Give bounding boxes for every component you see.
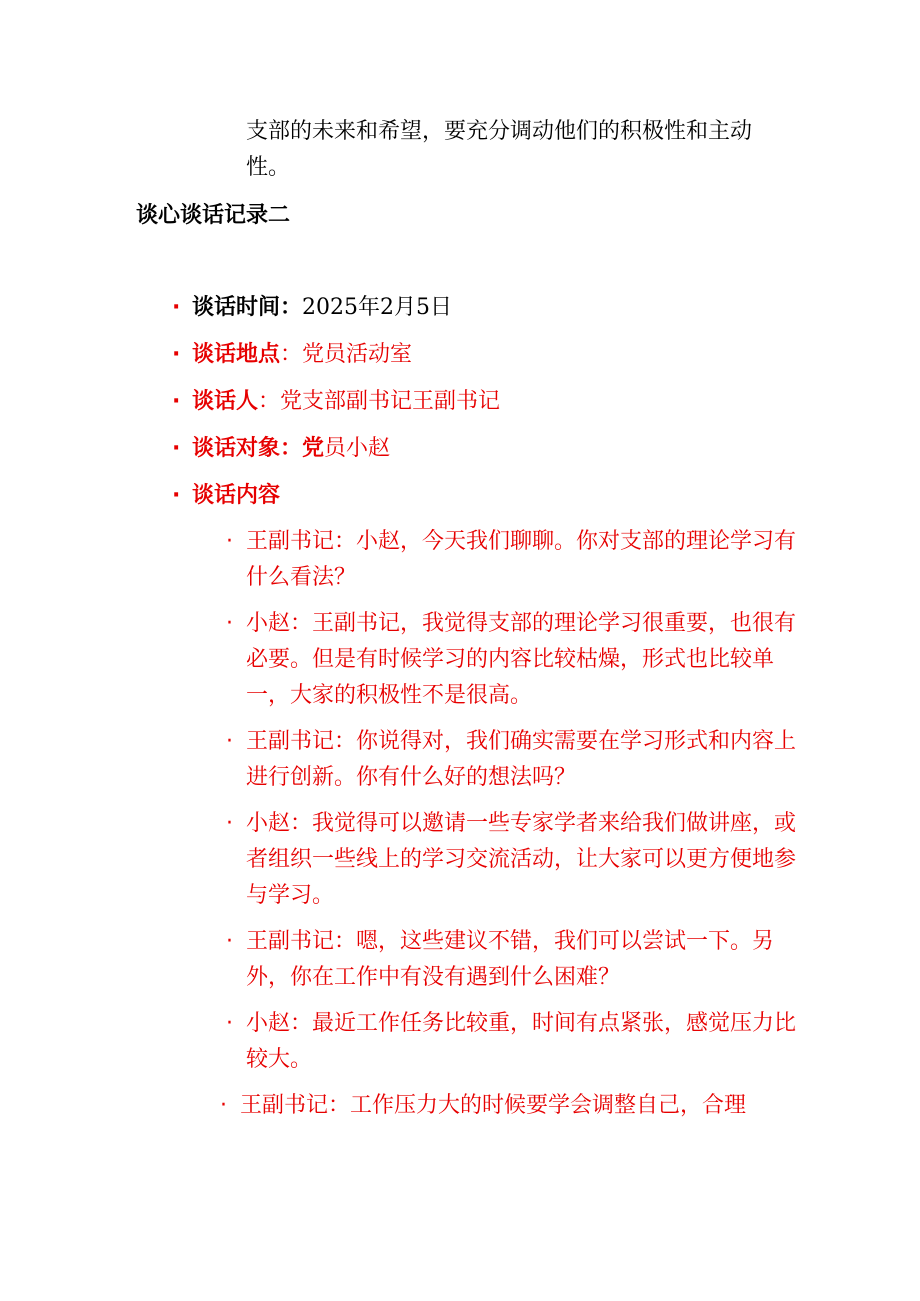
info-item-time — [168, 290, 500, 337]
dialog-text: 王副书记：小赵，今天我们聊聊。你对支部的理论学习有什么看法？ — [246, 529, 797, 590]
bullet-icon: · — [226, 1011, 233, 1036]
info-label-speaker: 谈话人 — [192, 389, 259, 414]
info-item-content — [168, 478, 500, 525]
dialog-item — [222, 524, 802, 596]
info-item-location — [168, 337, 500, 384]
dialog-text: 小赵：王副书记，我觉得支部的理论学习很重要，也很有必要。但是有时候学习的内容比较枯燥，形式也比较单一，大家的积极性不是很高。 — [246, 611, 797, 708]
info-label-target: 谈话对象：党 — [192, 436, 325, 461]
dialog-item — [222, 606, 802, 714]
dialog-item — [216, 1088, 802, 1124]
dialog-item — [222, 1006, 802, 1078]
dialog-item — [222, 806, 802, 914]
continuation-paragraph: 支部的未来和希望，要充分调动他们的积极性和主动性。 — [246, 119, 753, 180]
info-item-speaker — [168, 384, 500, 431]
dialog-text: 王副书记：嗯，这些建议不错，我们可以尝试一下。另外，你在工作中有没有遇到什么困难？ — [246, 929, 775, 990]
section-title: 谈心谈话记录二 — [136, 203, 291, 228]
info-value-target: 员小赵 — [324, 436, 391, 461]
dialog-item — [222, 724, 802, 796]
bullet-icon: · — [226, 811, 233, 836]
dialog-list — [222, 524, 802, 1134]
dialog-text: 小赵：我觉得可以邀请一些专家学者来给我们做讲座，或者组织一些线上的学习交流活动，让大家可以更方便地参与学习。 — [246, 811, 797, 908]
info-item-target — [168, 431, 500, 478]
dialog-text: 小赵：最近工作任务比较重，时间有点紧张，感觉压力比较大。 — [246, 1011, 797, 1072]
bullet-icon: · — [172, 342, 181, 367]
dialog-item — [222, 924, 802, 996]
bullet-icon: · — [226, 529, 233, 554]
bullet-icon: · — [226, 929, 233, 954]
bullet-icon: · — [226, 729, 233, 754]
bullet-icon: · — [172, 436, 181, 461]
bullet-icon: · — [220, 1093, 227, 1118]
meeting-info-list — [168, 290, 500, 525]
bullet-icon: · — [172, 483, 181, 508]
bullet-icon: · — [172, 295, 181, 320]
bullet-icon: · — [172, 389, 181, 414]
info-label-content: 谈话内容 — [192, 483, 281, 508]
info-value-speaker: ：党支部副书记王副书记 — [258, 389, 501, 414]
dialog-text: 王副书记：你说得对，我们确实需要在学习形式和内容上进行创新。你有什么好的想法吗？ — [246, 729, 797, 790]
dialog-text: 王副书记：工作压力大的时候要学会调整自己，合理 — [240, 1093, 747, 1118]
info-value-time: 2025年2月5日 — [302, 295, 452, 320]
info-label-location: 谈话地点 — [192, 342, 281, 367]
info-value-location: ：党员活动室 — [280, 342, 413, 367]
info-label-time: 谈话时间： — [192, 295, 303, 320]
bullet-icon: · — [226, 611, 233, 636]
